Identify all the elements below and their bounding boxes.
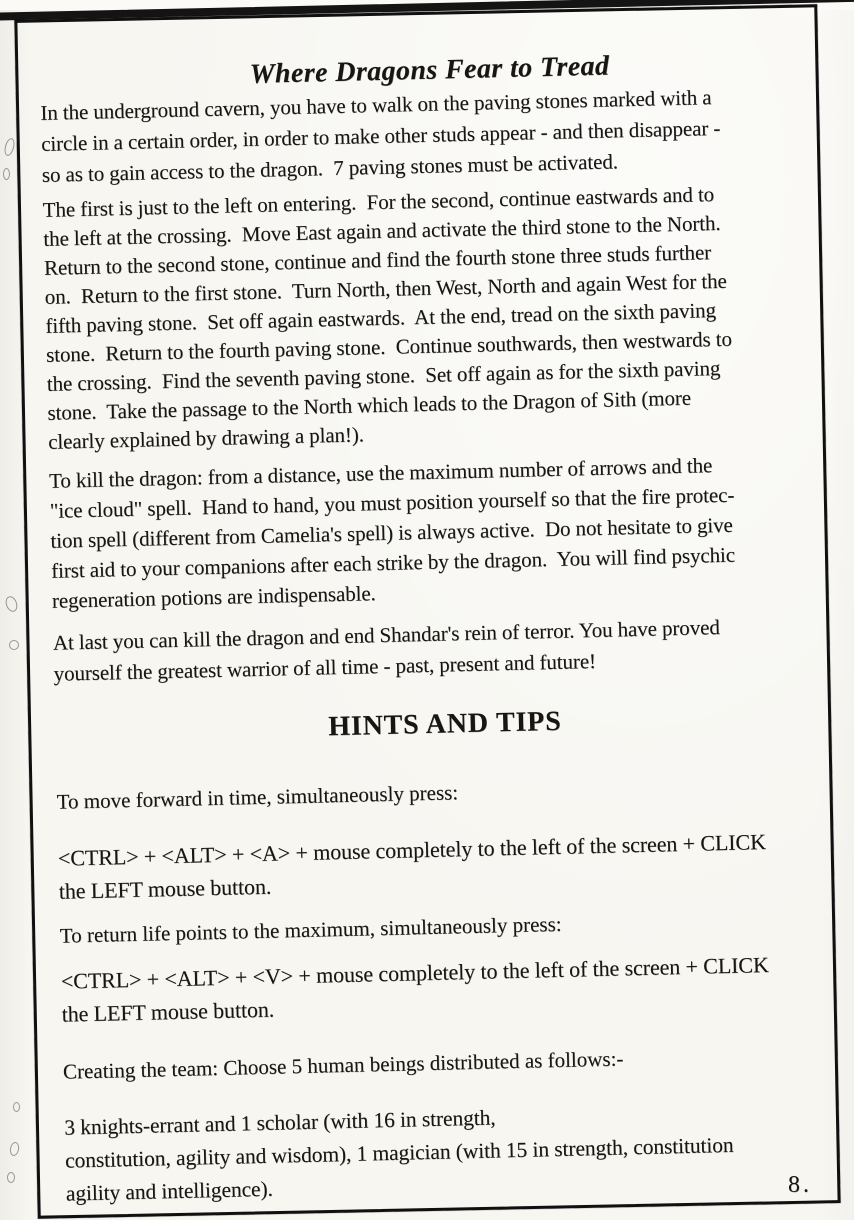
team-creation-label <box>63 1041 843 1084</box>
scan-artifact <box>4 595 20 614</box>
key-combo-line: <CTRL> + <ALT> + <A> + mouse completely to the left of the screen + CLICK <box>57 829 767 871</box>
paragraph-line: fifth paving stone. Set off again eastwards. At the end, tread on the sixth paving <box>45 298 717 338</box>
paragraph-line: stone. Return to the fourth paving stone. Continue southwards, then westwards to <box>45 326 733 367</box>
tip-label-text: To move forward in time, simultaneously press: <box>56 780 459 814</box>
team-label-text: Creating the team: Choose 5 human beings distributed as follows:- <box>62 1046 624 1084</box>
team-detail-line: 3 knights-errant and 1 scholar (with 16 in strength, <box>64 1105 496 1140</box>
paragraph-line: the left at the crossing. Move East again and activate the third stone to the North. <box>43 210 721 251</box>
walkthrough-paragraph-2 <box>42 178 828 457</box>
tip-forward-time-combo <box>58 823 839 907</box>
paragraph-line: The first is just to the left on entering. For the second, continue eastwards and to <box>42 182 715 222</box>
tip-life-points-combo <box>60 946 841 1030</box>
key-combo-line: <CTRL> + <ALT> + <V> + mouse completely to the left of the screen + CLICK <box>60 952 770 994</box>
paragraph-line: stone. Take the passage to the North which leads to the Dragon of Sith (more <box>47 385 692 425</box>
tip-label-text: To return life points to the maximum, simultaneously press: <box>59 911 562 948</box>
page-number: 8. <box>788 1172 812 1198</box>
paragraph-line: "ice cloud" spell. Hand to hand, you must position yourself so that the fire protec- <box>49 482 735 523</box>
paragraph-line: the crossing. Find the seventh paving stone. Set off again as for the sixth paving <box>46 355 721 396</box>
paragraph-line: on. Return to the first stone. Turn North, then West, North and again West for the <box>44 268 727 309</box>
team-creation-detail <box>64 1093 846 1210</box>
paragraph-line: circle in a certain order, in order to make other studs appear - and then disappear - <box>40 115 721 156</box>
scan-artifact <box>7 1172 15 1183</box>
paragraph-line: so as to gain access to the dragon. 7 paving stones must be activated. <box>41 149 619 187</box>
scan-artifact <box>9 640 19 650</box>
walkthrough-paragraph-3 <box>49 447 832 615</box>
paragraph-line: tion spell (different from Camelia's spell) is always active. Do not hesitate to give <box>50 512 733 553</box>
team-detail-line: agility and intelligence). <box>65 1176 274 1206</box>
paragraph-line: first aid to your companions after each strike by the dragon. You will find psychic <box>50 542 736 583</box>
paragraph-line: Return to the second stone, continue and find the fourth stone three studs further <box>43 240 712 280</box>
key-combo-line: the LEFT mouse button. <box>58 873 272 904</box>
paragraph-line: In the underground cavern, you have to walk on the paving stones marked with a <box>40 85 712 125</box>
scan-artifact <box>9 1141 20 1156</box>
walkthrough-paragraph-4 <box>53 609 834 689</box>
key-combo-line: the LEFT mouse button. <box>61 996 275 1027</box>
walkthrough-paragraph-1 <box>40 80 822 191</box>
paragraph-line: At last you can kill the dragon and end Shandar's rein of terror. You have proved <box>52 615 720 655</box>
page-content <box>36 0 848 1220</box>
paragraph-line: clearly explained by drawing a plan!). <box>47 422 365 454</box>
hints-heading-text: HINTS AND TIPS <box>327 705 562 743</box>
hints-and-tips-heading <box>55 699 836 749</box>
scan-artifact <box>13 1102 20 1112</box>
paragraph-line: yourself the greatest warrior of all time - past, present and future! <box>53 648 597 686</box>
page-title-text: Where Dragons Fear to Tread <box>249 50 610 90</box>
paragraph-line: To kill the dragon: from a distance, use the maximum number of arrows and the <box>48 453 713 493</box>
tip-life-points-label <box>60 905 840 948</box>
scan-artifact <box>3 137 16 157</box>
tip-forward-time-label <box>56 771 836 814</box>
team-detail-line: constitution, agility and wisdom), 1 magician (with 15 in strength, constitution <box>64 1132 734 1173</box>
scan-artifact <box>3 168 10 180</box>
paragraph-line: regeneration potions are indispensable. <box>51 581 376 613</box>
